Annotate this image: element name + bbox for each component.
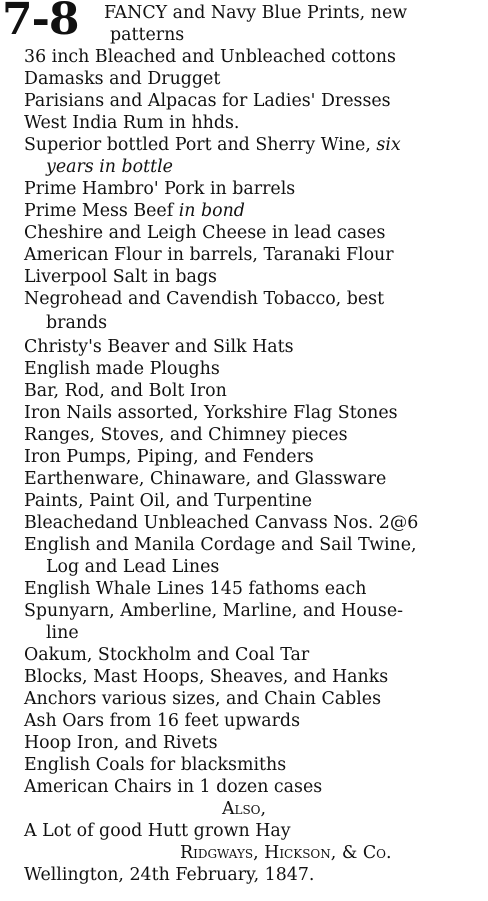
- ad-line: FANCY and Navy Blue Prints, new: [104, 3, 408, 23]
- ad-line: Parisians and Alpacas for Ladies' Dresses: [24, 91, 391, 111]
- ad-line: brands: [46, 313, 108, 333]
- ad-line: Log and Lead Lines: [46, 557, 220, 577]
- ad-line: Ash Oars from 16 feet upwards: [24, 711, 300, 731]
- ad-line: Iron Nails assorted, Yorkshire Flag Stones: [24, 403, 398, 423]
- ad-line: Earthenware, Chinaware, and Glassware: [24, 469, 387, 489]
- ad-line: American Flour in barrels, Taranaki Flour: [24, 245, 394, 265]
- ad-line: years in bottle: [46, 157, 173, 177]
- ad-line: American Chairs in 1 dozen cases: [24, 777, 323, 797]
- ad-line: Bleachedand Unbleached Canvass Nos. 2@6: [24, 513, 419, 533]
- ad-line: Damasks and Drugget: [24, 69, 221, 89]
- ad-line: Iron Pumps, Piping, and Fenders: [24, 447, 314, 467]
- ad-line: Prime Mess Beef in bond: [24, 201, 245, 221]
- ad-line: Hoop Iron, and Rivets: [24, 733, 218, 753]
- ad-line: A Lot of good Hutt grown Hay: [24, 821, 291, 841]
- ad-line: Blocks, Mast Hoops, Sheaves, and Hanks: [24, 667, 389, 687]
- ad-line: West India Rum in hhds.: [24, 113, 240, 133]
- ad-line: Oakum, Stockholm and Coal Tar: [24, 645, 310, 665]
- ad-line: Christy's Beaver and Silk Hats: [24, 337, 294, 357]
- ad-line: Spunyarn, Amberline, Marline, and House-: [24, 601, 403, 621]
- ad-line: Paints, Paint Oil, and Turpentine: [24, 491, 313, 511]
- ad-line: English made Ploughs: [24, 359, 220, 379]
- signature: Ridgways, Hickson, & Co.: [180, 843, 392, 863]
- ad-line: Liverpool Salt in bags: [24, 267, 217, 287]
- ad-line: Prime Hambro' Pork in barrels: [24, 179, 296, 199]
- ad-line: Negrohead and Cavendish Tobacco, best: [24, 289, 385, 309]
- ad-line: Bar, Rod, and Bolt Iron: [24, 381, 227, 401]
- date-line: Wellington, 24th February, 1847.: [24, 865, 315, 885]
- reference-number: 7-8: [2, 0, 79, 45]
- ad-line: Anchors various sizes, and Chain Cables: [24, 689, 382, 709]
- ad-line: patterns: [110, 25, 185, 45]
- ad-line: English Coals for blacksmiths: [24, 755, 287, 775]
- ad-line: English and Manila Cordage and Sail Twine,: [24, 535, 417, 555]
- ad-line: line: [46, 623, 79, 643]
- ad-line: 36 inch Bleached and Unbleached cottons: [24, 47, 396, 67]
- ad-line: English Whale Lines 145 fathoms each: [24, 579, 367, 599]
- ad-line: Ranges, Stoves, and Chimney pieces: [24, 425, 348, 445]
- ad-line: Also,: [221, 799, 267, 819]
- ad-line: Superior bottled Port and Sherry Wine, six: [24, 135, 401, 155]
- ad-line: Cheshire and Leigh Cheese in lead cases: [24, 223, 386, 243]
